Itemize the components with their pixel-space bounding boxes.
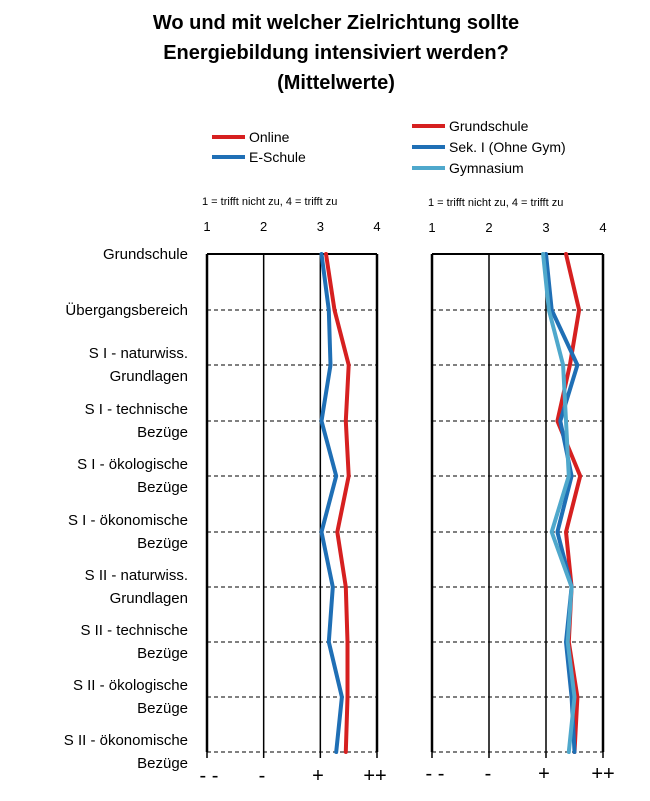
legend-right xyxy=(412,118,566,176)
legend-label-sek-i: Sek. I (Ohne Gym) xyxy=(449,139,566,155)
chart-title-line-3: (Mittelwerte) xyxy=(277,72,395,94)
category-label: Grundlagen xyxy=(109,368,188,385)
category-label: S I - ökologische xyxy=(77,456,188,473)
category-label: S I - ökonomische xyxy=(67,512,188,529)
category-labels xyxy=(64,246,188,772)
category-label: Bezüge xyxy=(137,645,188,662)
category-label: Grundschule xyxy=(102,246,188,263)
category-label: S II - ökonomische xyxy=(63,732,188,749)
category-label: Bezüge xyxy=(137,479,188,496)
symbol-tick-label: - - xyxy=(199,765,219,787)
x-tick-label: 2 xyxy=(485,220,493,235)
chart-panel-right xyxy=(426,220,615,785)
category-label: S II - naturwiss. xyxy=(84,567,188,584)
x-tick-label: 3 xyxy=(316,219,324,234)
category-label: S I - technische xyxy=(84,401,188,418)
category-label: Bezüge xyxy=(137,535,188,552)
scale-caption-left: 1 = trifft nicht zu, 4 = trifft zu xyxy=(202,196,338,208)
legend-label-online: Online xyxy=(249,129,290,145)
legend-label-gymnasium: Gymnasium xyxy=(449,160,524,176)
symbol-tick-label: ++ xyxy=(363,765,387,787)
x-tick-label: 2 xyxy=(260,219,268,234)
symbol-tick-label: - xyxy=(484,763,492,785)
category-label: S II - technische xyxy=(80,622,188,639)
symbol-tick-label: + xyxy=(538,763,550,785)
category-label: S II - ökologische xyxy=(72,677,188,694)
scale-caption-right: 1 = trifft nicht zu, 4 = trifft zu xyxy=(428,197,564,209)
category-label: Bezüge xyxy=(137,424,188,441)
category-label: Grundlagen xyxy=(109,590,188,607)
category-label: Bezüge xyxy=(137,755,188,772)
x-tick-label: 1 xyxy=(203,219,211,234)
chart-title-line-2: Energiebildung intensiviert werden? xyxy=(163,42,509,64)
x-tick-label: 4 xyxy=(373,219,381,234)
symbol-tick-label: - - xyxy=(425,763,445,785)
category-label: Übergangsbereich xyxy=(65,302,188,319)
x-tick-label: 1 xyxy=(428,220,436,235)
chart-title-line-1: Wo und mit welcher Zielrichtung sollte xyxy=(152,12,520,34)
x-tick-label: 4 xyxy=(599,220,607,235)
legend-label-grundschule: Grundschule xyxy=(449,118,529,134)
symbol-tick-label: + xyxy=(312,765,324,787)
chart-panel-left xyxy=(200,219,387,787)
symbol-tick-label: ++ xyxy=(591,763,615,785)
legend-label-e-schule: E-Schule xyxy=(249,149,306,165)
x-tick-label: 3 xyxy=(542,220,550,235)
symbol-tick-label: - xyxy=(258,765,266,787)
category-label: Bezüge xyxy=(137,700,188,717)
legend-left xyxy=(212,129,306,165)
category-label: S I - naturwiss. xyxy=(88,345,188,362)
